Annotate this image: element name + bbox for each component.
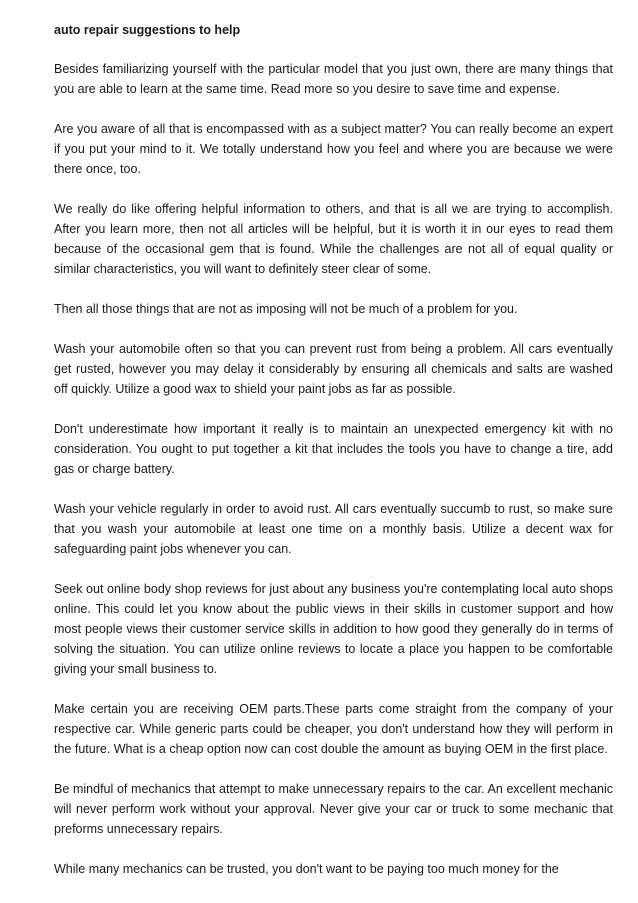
- paragraph-4: Then all those things that are not as imposing will not be much of a problem for you.: [54, 302, 518, 316]
- paragraph-5: Wash your automobile often so that you can prevent rust from being a problem. All cars eventually get rusted, however you may delay it considerably by ensuring all chemicals and salts are washed off quickly. Utilize a good wax to shield your paint jobs as far as possible.: [54, 342, 613, 396]
- paragraph-7: Wash your vehicle regularly in order to avoid rust. All cars eventually succumb to rust, so make sure that you wash your automobile at least one time on a monthly basis. Utilize a decent wax for safeguarding paint jobs whenever you can.: [54, 502, 613, 556]
- paragraph-8: Seek out online body shop reviews for just about any business you're contemplating local auto shops online. This could let you know about the public views in their skills in customer support and how most people views their customer service skills in addition to how good they generally do in terms of solving the situation. You can utilize online reviews to locate a place you happen to be comfortable giving your small business to.: [54, 582, 613, 676]
- paragraph-6: Don't underestimate how important it really is to maintain an unexpected emergency kit with no consideration. You ought to put together a kit that includes the tools you have to change a tire, add gas or charge battery.: [54, 422, 613, 476]
- paragraph-10: Be mindful of mechanics that attempt to make unnecessary repairs to the car. An excellent mechanic will never perform work without your approval. Never give your car or truck to some mechanic that preforms unnecessary repairs.: [54, 782, 613, 836]
- paragraph-11: While many mechanics can be trusted, you don't want to be paying too much money for the: [54, 862, 559, 876]
- document-title: auto repair suggestions to help: [54, 23, 241, 37]
- document-page: [54, 20, 613, 879]
- paragraph-1: Besides familiarizing yourself with the particular model that you just own, there are many things that you are able to learn at the same time. Read more so you desire to save time and expense.: [54, 62, 613, 96]
- paragraph-2: Are you aware of all that is encompassed with as a subject matter? You can really become an expert if you put your mind to it. We totally understand how you feel and where you are because we were there once, too.: [54, 122, 613, 176]
- paragraph-9: Make certain you are receiving OEM parts.These parts come straight from the company of your respective car. While generic parts could be cheaper, you don't understand how they will perform in the future. What is a cheap option now can cost double the amount as buying OEM in the first place.: [54, 702, 613, 756]
- paragraph-3: We really do like offering helpful information to others, and that is all we are trying to accomplish. After you learn more, then not all articles will be helpful, but it is worth it in our eyes to read them because of the occasional gem that is found. While the challenges are not all of equal quality or similar characteristics, you will want to definitely steer clear of some.: [54, 202, 613, 276]
